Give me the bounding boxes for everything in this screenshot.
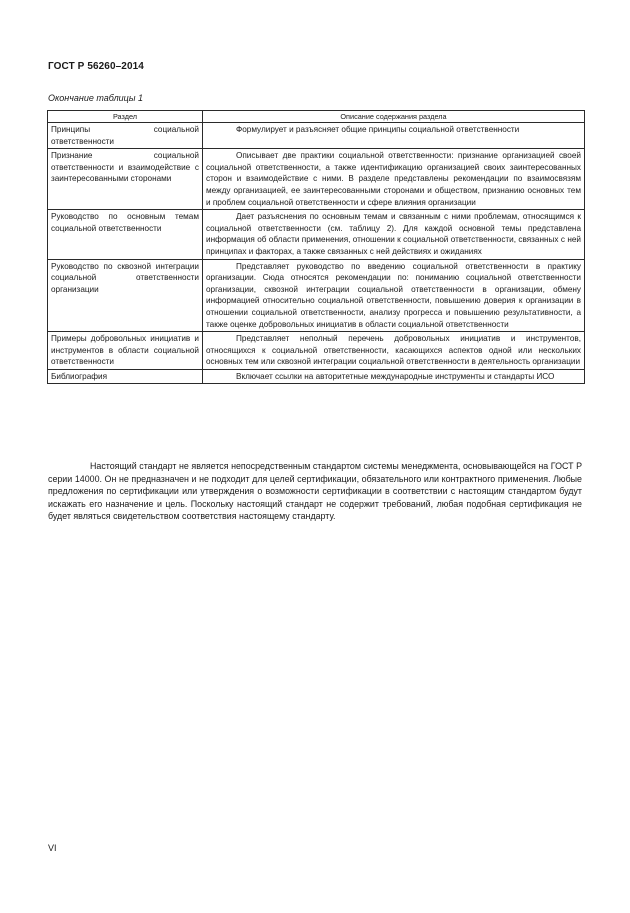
table-row: [48, 332, 585, 370]
table-row: [48, 149, 585, 210]
table-header-row: [48, 111, 585, 123]
description-cell: Включает ссылки на авторитетные международные инструменты и стандарты ИСО: [203, 369, 585, 384]
document-header: ГОСТ Р 56260–2014: [48, 61, 144, 72]
table-row: [48, 369, 585, 384]
section-cell: Примеры добровольных инициатив и инструментов в области социальной ответственности: [48, 332, 203, 370]
section-cell: Руководство по сквозной интеграции социальной ответственности организации: [48, 259, 203, 332]
section-cell: Признание социальной ответственности и взаимодействие с заинтересованными сторонами: [48, 149, 203, 210]
description-cell: Дает разъяснения по основным темам и связанным с ними проблемам, относящимся к социальной ответственности (см. таблицу 2). Для каждой основной темы представлена информация об области применения, отношении к социальной ответственности, связанных с ней принципах и факторах, а также связанных с ней действиях и ожиданиях: [203, 210, 585, 259]
body-paragraph: Настоящий стандарт не является непосредственным стандартом системы менеджмента, основывающейся на ГОСТ Р серии 14000. Он не предназначен и не подходит для целей сертификации, обязательного или контрактного применения. Любые предложения по сертификации или утверждения о возможности сертификации в соответствии с настоящим стандартом будут искажать его назначение и цель. Поскольку настоящий стандарт не содержит требований, любая подобная сертификация не будет являться свидетельством соответствия настоящему стандарту.: [48, 461, 582, 522]
description-cell: Представляет неполный перечень добровольных инициатив и инструментов, относящихся к социальной ответственности, касающихся аспектов одной или нескольких основных тем или сквозной интеграции социальной ответственности в деятельность организации: [203, 332, 585, 370]
column-header-section: Раздел: [48, 111, 203, 123]
section-cell: Руководство по основным темам социальной ответственности: [48, 210, 203, 259]
sections-table: [47, 110, 585, 384]
table-row: [48, 123, 585, 149]
section-cell: Принципы социальной ответственности: [48, 123, 203, 149]
page-number: VI: [48, 843, 57, 853]
description-cell: Формулирует и разъясняет общие принципы социальной ответственности: [203, 123, 585, 149]
description-cell: Представляет руководство по введению социальной ответственности в практику организации. Сюда относятся рекомендации по: пониманию социальной ответственности организации, сквозной интеграции социальной ответственности в организации, обмену информацией относительно социальной ответственности, повышению доверия к организации в отношении социальной ответственности, анализу прогресса и повышению результативности, а также оценке добровольных инициатив в области социальной ответственности: [203, 259, 585, 332]
section-cell: Библиография: [48, 369, 203, 384]
description-cell: Описывает две практики социальной ответственности: признание организацией своей социальной ответственности, а также идентификацию организацией своих заинтересованных сторон и взаимодействие с ними. В разделе представлены рекомендации по взаимосвязям между организацией, ее заинтересованными сторонами и обществом, признанию основных тем и проблем социальной ответственности и сфере влияния организации: [203, 149, 585, 210]
column-header-description: Описание содержания раздела: [203, 111, 585, 123]
table-caption: Окончание таблицы 1: [48, 93, 143, 103]
table-row: [48, 210, 585, 259]
table-row: [48, 259, 585, 332]
